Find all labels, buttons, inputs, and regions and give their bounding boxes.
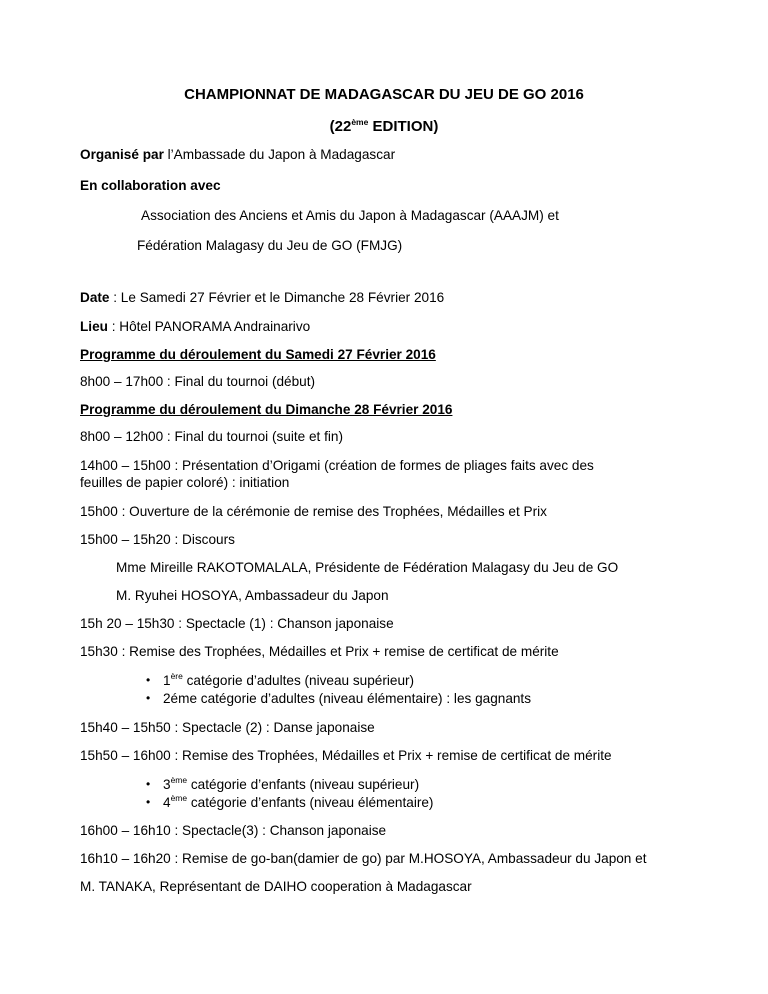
program-line: 15h 20 – 15h30 : Spectacle (1) : Chanson japonaise bbox=[80, 616, 394, 631]
bullet-icon: • bbox=[146, 691, 151, 705]
list-item: 2éme catégorie d’adultes (niveau élémentaire) : les gagnants bbox=[163, 691, 532, 706]
list-item: 1ère catégorie d’adultes (niveau supérieur) bbox=[163, 671, 415, 688]
program-line: 16h10 – 16h20 : Remise de go-ban(damier de go) par M.HOSOYA, Ambassadeur du Japon et bbox=[80, 851, 647, 866]
collaboration-label: En collaboration avec bbox=[80, 178, 221, 193]
lieu-line: Lieu : Hôtel PANORAMA Andrainarivo bbox=[80, 319, 311, 334]
organiser-line: Organisé par l’Ambassade du Japon à Madagascar bbox=[80, 147, 396, 162]
date-line: Date : Le Samedi 27 Février et le Dimanche 28 Février 2016 bbox=[80, 290, 445, 305]
samedi-item: 8h00 – 17h00 : Final du tournoi (début) bbox=[80, 374, 316, 389]
dimanche-heading: Programme du déroulement du Dimanche 28 Février 2016 bbox=[80, 402, 453, 417]
program-line: 15h30 : Remise des Trophées, Médailles et Prix + remise de certificat de mérite bbox=[80, 644, 559, 659]
bullet-icon: • bbox=[146, 673, 151, 687]
program-line: 15h00 : Ouverture de la cérémonie de remise des Trophées, Médailles et Prix bbox=[80, 504, 547, 519]
document-title: CHAMPIONNAT DE MADAGASCAR DU JEU DE GO 2016 bbox=[184, 86, 584, 103]
collaboration-item-fmjg: Fédération Malagasy du Jeu de GO (FMJG) bbox=[137, 238, 403, 253]
program-line: 14h00 – 15h00 : Présentation d’Origami (création de formes de pliages faits avec des bbox=[80, 458, 594, 473]
program-line: M. TANAKA, Représentant de DAIHO cooperation à Madagascar bbox=[80, 879, 472, 894]
program-line: feuilles de papier coloré) : initiation bbox=[80, 475, 290, 490]
edition-subtitle: (22ème EDITION) bbox=[329, 117, 439, 135]
program-line: 15h40 – 15h50 : Spectacle (2) : Danse japonaise bbox=[80, 720, 375, 735]
program-line: 16h00 – 16h10 : Spectacle(3) : Chanson japonaise bbox=[80, 823, 387, 838]
bullet-icon: • bbox=[146, 795, 151, 809]
program-line: 8h00 – 12h00 : Final du tournoi (suite et fin) bbox=[80, 429, 343, 444]
samedi-heading: Programme du déroulement du Samedi 27 Février 2016 bbox=[80, 347, 436, 362]
collaboration-item-aaajm: Association des Anciens et Amis du Japon à Madagascar (AAAJM) et bbox=[141, 208, 559, 223]
program-line: 15h00 – 15h20 : Discours bbox=[80, 532, 235, 547]
speaker-line: M. Ryuhei HOSOYA, Ambassadeur du Japon bbox=[116, 588, 389, 603]
list-item: 3ème catégorie d’enfants (niveau supérieur) bbox=[163, 775, 420, 792]
program-line: 15h50 – 16h00 : Remise des Trophées, Médailles et Prix + remise de certificat de mérite bbox=[80, 748, 612, 763]
speaker-line: Mme Mireille RAKOTOMALALA, Présidente de Fédération Malagasy du Jeu de GO bbox=[116, 560, 619, 575]
list-item: 4ème catégorie d’enfants (niveau élémentaire) bbox=[163, 793, 434, 810]
bullet-icon: • bbox=[146, 777, 151, 791]
